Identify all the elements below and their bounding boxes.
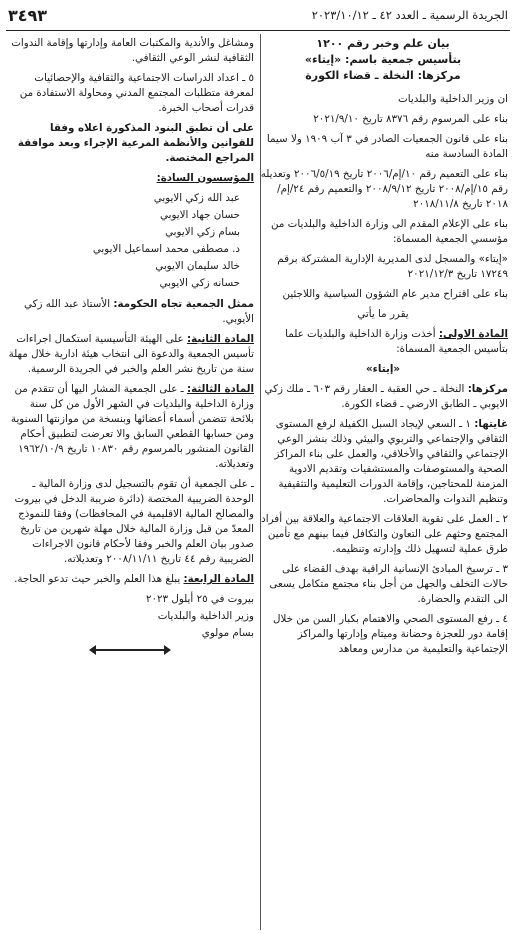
article-3 xyxy=(6,382,254,472)
goal-3: ٣ ـ ترسيخ المبادئ الإنسانية الراقية بهدف القضاء على حالات التخلف والجهل من أجل بناء مجتمع متكامل يسعى الى التقدم والحضارة. xyxy=(269,563,508,605)
goals-label: غايتها: xyxy=(474,418,508,430)
apply-clause: على أن تطبق البنود المذكورة اعلاه وفقا للقوانين والأنظمة المرعية الإجراء وبعد موافقة المراجع المختصة. xyxy=(17,122,254,164)
founder-name: خالد سليمان الايوبي xyxy=(155,260,240,272)
page-header xyxy=(6,4,510,31)
association-name: «إيتاء» xyxy=(365,363,401,375)
goal-2: ٢ ـ العمل على تقوية العلاقات الاجتماعية والعلاقة بين أفراد المجتمع وحثهم على التعاون والتكافل فيما بينهم مع تأمين طرق عملية لتسهيل ذلك وإدارته وتنظيمه. xyxy=(261,513,508,555)
recital-circulars: بناء على التعميم رقم ١٠/إم/٢٠٠٦ تاريخ ٢٠٠٦/٥/١٩ وتعديله رقم ١٥/إم/٢٠٠٨ تاريخ ٢٠٠٨/٩/١٢ والتعميم رقم ٢٤/إم/٢٠١٨ تاريخ ٢٠١٨/١١/٨ xyxy=(260,168,508,210)
article-1-label: المادة الاولى: xyxy=(438,328,508,340)
founder-name: حسان جهاد الايوبي xyxy=(160,209,240,221)
running-title: الجريدة الرسمية ـ العدد ٤٢ ـ ٢٠٢٣/١٠/١٢ xyxy=(311,8,508,22)
left-column xyxy=(6,36,254,930)
headquarters-text: النخلة ـ حي العقبة ـ العقار رقم ٦٠٣ ـ ملك زكي الايوبي ـ الطابق الارضي ـ قضاء الكورة. xyxy=(264,383,508,410)
article-2-text: على الهيئة التأسيسية استكمال اجراءات تأسيس الجمعية والدعوة الى انتخاب هيئة ادارية خلال مهلة سنة من تاريخ نشر العلم والخبر في الجريدة الرسمية. xyxy=(8,333,254,375)
goal-5: ٥ ـ اعداد الدراسات الاجتماعية والثقافية والإحصائيات لمعرفة متطلبات المجتمع المدني ومحاولة الاستفادة من قدرات أصحاب الخبرة. xyxy=(19,72,254,114)
end-of-notice-divider xyxy=(95,649,165,651)
article-1-text: أخذت وزارة الداخلية والبلديات علما بتأسيس الجمعية المسماة: xyxy=(285,328,508,355)
representative-text: الأستاذ عبد الله زكي الأيوبي. xyxy=(24,298,254,325)
article-2-label: المادة الثانية: xyxy=(186,333,254,345)
founders-list xyxy=(6,191,254,291)
notice-title-line-3: مركزها: النخلة ـ قضاء الكورة xyxy=(305,69,461,82)
notice-title-line-1: بيان علم وخبر رقم ١٢٠٠ xyxy=(316,37,450,50)
recital-decree: بناء على المرسوم رقم ٨٣٧٦ تاريخ ٢٠٢١/٩/١٠ xyxy=(313,113,508,125)
goal-4-continued: ومشاغل والأندية والمكتبات العامة وإدارتها وإقامة الندوات الثقافية لنشر الوعي الثقافي. xyxy=(11,37,254,64)
notice-title-line-2: بتأسيس جمعية باسم: «إيتاء» xyxy=(304,53,462,66)
representative-label: ممثل الجمعية تجاه الحكومة: xyxy=(113,298,254,310)
signer-name: بسام مولوي xyxy=(201,627,254,639)
article-3-tax-registration: ـ على الجمعية أن تقوم بالتسجيل لدى وزارة المالية ـ الوحدة الضريبية المختصة (دائرة ضريبة الدخل في بيروت والمصالح المالية الاقليمية في المحافظات) وفقا للنموذج المعدّ من قبل وزارة المالية خلال مهلة شهرين من تاريخ صدور بيان العلم والخبر وفقا لأحكام قانون الاجراءات الضريبية رقم ٤٤ تاريخ ٢٠٠٨/١١/١١ وتعديلاته. xyxy=(14,478,254,565)
article-3-text: ـ على الجمعية المشار اليها أن تتقدم من وزارة الداخلية والبلديات في الشهر الأول من كل سنة بلائحة تتضمن أسماء أعضائها وبنسخة من موازنتها السنوية ومن حسابها القطعي السابق والا تعرضت لتطبيق أحكام القانون المنشور بالمرسوم رقم ١٠٨٣٠ تاريخ ١٩٦٢/١٠/٩ وتعديلاته. xyxy=(10,383,254,470)
page-number: ٣٤٩٣ xyxy=(8,6,48,25)
article-2 xyxy=(6,332,254,377)
right-column xyxy=(258,36,508,930)
minister-intro: ان وزير الداخلية والبلديات xyxy=(398,93,508,105)
founder-name: عبد الله زكي الايوبي xyxy=(153,192,240,204)
notice-title xyxy=(258,36,508,84)
decision-heading: يقرر ما يأتي xyxy=(357,308,409,320)
goal-4: ٤ ـ رفع المستوى الصحي والاهتمام بكبار السن من خلال إقامة دور للعجزة وحضانة وميتام وإدارتها والمراكز الإجتماعية والتعليمية من مدارس ومعاهد xyxy=(272,613,508,655)
article-3-label: المادة الثالثة: xyxy=(186,383,254,395)
article-4 xyxy=(6,572,254,587)
article-1 xyxy=(258,327,508,357)
date-place: بيروت في ٢٥ أيلول ٢٠٢٣ xyxy=(145,593,254,605)
article-4-text: يبلغ هذا العلم والخبر حيث تدعو الحاجة. xyxy=(14,573,184,585)
recital-proposal: بناء على اقتراح مدير عام الشؤون السياسية واللاجئين xyxy=(282,288,508,300)
recital-registration: «إيتاء» والمسجل لدى المديرية الإدارية المشتركة برقم ١٧٢٤٩ تاريخ ٢٠٢١/١٢/٣ xyxy=(277,253,508,280)
founder-name: د. مصطفى محمد اسماعيل الايوبي xyxy=(92,243,240,255)
signer-title: وزير الداخلية والبلديات xyxy=(157,610,254,622)
goals xyxy=(258,417,508,507)
headquarters-label: مركزها: xyxy=(467,383,508,395)
article-4-label: المادة الرابعة: xyxy=(183,573,254,585)
government-representative xyxy=(6,297,254,327)
recital-law: بناء على قانون الجمعيات الصادر في ٣ آب ١٩٠٩ ولا سيما المادة السادسة منه xyxy=(266,133,508,160)
recital-notice: بناء على الإعلام المقدم الى وزارة الداخلية والبلديات من مؤسسي الجمعية المسماة: xyxy=(271,218,508,245)
founder-name: بسام زكي الايوبي xyxy=(165,226,240,238)
headquarters xyxy=(258,382,508,412)
goal-1-text: ١ ـ السعي لإيجاد السبل الكفيلة لرفع المستوى الثقافي والإجتماعي والتربوي والبيئي وذلك بنشر الوعي الإجتماعي والثقافي والأخلاقي، والعمل على بناء المراكز الصحية والمستوصفات والمستشفيات وتقديم الادوية المزمنة للمحتاجين، وإقامة الدورات التعليمية والتثقيفية وتنظيم الندوات والمحاضرات. xyxy=(274,418,508,505)
founders-label: المؤسسون السادة: xyxy=(156,172,254,184)
founder-name: حسانه زكي الايوبي xyxy=(159,277,240,289)
